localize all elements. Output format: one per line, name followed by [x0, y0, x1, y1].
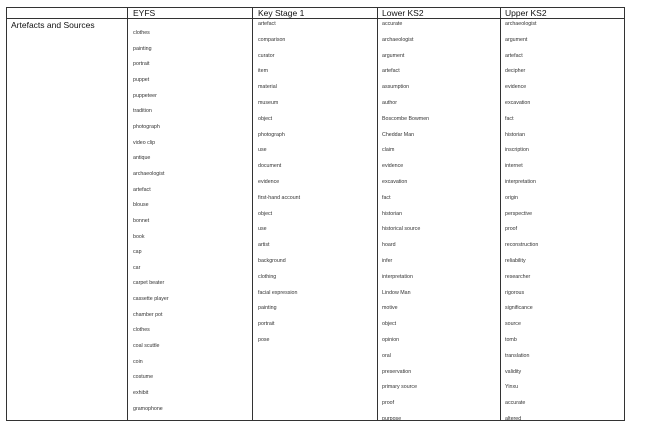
vocabulary-word: chamber pot — [133, 311, 163, 318]
vocabulary-word: curator — [258, 52, 275, 59]
vocabulary-word: reconstruction — [505, 242, 539, 249]
vocabulary-word: oral — [382, 352, 391, 359]
vocabulary-word: video clip — [133, 139, 156, 146]
vocabulary-word: artefact — [382, 68, 400, 75]
vocabulary-word: inscription — [505, 147, 529, 154]
column-divider — [252, 8, 253, 420]
vocabulary-word: use — [258, 147, 267, 154]
vocabulary-word: origin — [505, 194, 518, 201]
vocabulary-word: photograph — [133, 123, 160, 130]
vocabulary-word: puppeteer — [133, 92, 157, 99]
vocabulary-word: material — [258, 84, 277, 91]
vocabulary-word: portrait — [133, 61, 150, 68]
vocabulary-word: internet — [505, 163, 523, 170]
vocabulary-word: first-hand account — [258, 194, 301, 201]
vocabulary-word: cassette player — [133, 296, 169, 303]
vocabulary-word: opinion — [382, 337, 400, 343]
vocabulary-word: excavation — [505, 100, 531, 106]
vocabulary-word: gramophone — [133, 405, 163, 412]
row-label: Artefacts and Sources — [11, 20, 95, 30]
vocabulary-word: coin — [133, 358, 143, 365]
vocabulary-word: decipher — [505, 68, 526, 75]
vocabulary-word: cap — [133, 249, 142, 256]
vocabulary-word: clothes — [133, 30, 150, 36]
vocabulary-word: claim — [382, 147, 395, 154]
vocabulary-word: portrait — [258, 321, 275, 328]
vocabulary-word: historian — [505, 131, 526, 138]
vocabulary-word: tradition — [133, 108, 152, 115]
vocabulary-word: artefact — [258, 21, 276, 27]
vocabulary-word: artist — [258, 242, 270, 249]
vocabulary-word: use — [258, 226, 267, 233]
vocabulary-word: Boscombe Bowmen — [382, 115, 430, 122]
vocabulary-word: pose — [258, 337, 270, 343]
vocabulary-word: object — [258, 115, 273, 122]
header-upper-ks2: Upper KS2 — [505, 8, 547, 18]
vocabulary-word: significance — [505, 305, 533, 312]
column-divider — [377, 8, 378, 420]
vocabulary-word: tomb — [505, 337, 517, 343]
vocabulary-word: puppet — [133, 77, 150, 83]
vocabulary-word: archaeologist — [133, 170, 165, 177]
vocabulary-word: Cheddar Man — [382, 131, 415, 138]
vocabulary-word: rigorous — [505, 289, 525, 296]
vocabulary-word: argument — [382, 52, 405, 59]
vocabulary-word: artefact — [133, 186, 151, 193]
vocabulary-word: item — [258, 68, 269, 75]
vocabulary-word: car — [133, 264, 141, 271]
vocabulary-word: researcher — [505, 273, 531, 280]
vocabulary-word: source — [505, 321, 521, 328]
vocabulary-word: reliability — [505, 258, 526, 264]
vocabulary-word: object — [382, 321, 397, 328]
vocabulary-word: museum — [258, 100, 279, 106]
vocabulary-word: fact — [382, 194, 391, 201]
vocabulary-word: document — [258, 163, 282, 170]
vocabulary-word: archaeologist — [505, 21, 537, 27]
vocabulary-word: author — [382, 100, 398, 106]
vocabulary-word: proof — [382, 400, 395, 407]
vocabulary-word: perspective — [505, 210, 533, 217]
vocabulary-word: evidence — [382, 163, 404, 170]
header-eyfs: EYFS — [133, 8, 156, 18]
vocabulary-word: book — [133, 233, 145, 240]
vocabulary-table — [6, 7, 625, 421]
column-divider — [127, 8, 128, 420]
header-key-stage-1: Key Stage 1 — [258, 8, 305, 18]
vocabulary-word: carpet beater — [133, 280, 165, 287]
vocabulary-word: evidence — [505, 84, 527, 91]
vocabulary-word: facial expression — [258, 289, 298, 296]
vocabulary-word: argument — [505, 36, 528, 43]
vocabulary-word: bonnet — [133, 217, 150, 224]
vocabulary-word: fact — [505, 115, 514, 122]
vocabulary-word: proof — [505, 226, 518, 233]
vocabulary-word: purpose — [382, 416, 402, 422]
vocabulary-word: costume — [133, 374, 154, 381]
vocabulary-word: painting — [133, 45, 152, 52]
vocabulary-word: primary source — [382, 384, 418, 391]
vocabulary-word: assumption — [382, 84, 410, 91]
vocabulary-word: Yinxu — [505, 384, 519, 391]
vocabulary-word: coal scuttle — [133, 343, 160, 349]
vocabulary-word: painting — [258, 305, 277, 312]
vocabulary-word: clothing — [258, 273, 277, 280]
vocabulary-word: artefact — [505, 52, 523, 59]
vocabulary-word: excavation — [382, 179, 408, 185]
vocabulary-word: accurate — [505, 400, 526, 407]
vocabulary-word: validity — [505, 368, 522, 375]
vocabulary-word: background — [258, 258, 286, 264]
vocabulary-word: exhibit — [133, 389, 149, 396]
vocabulary-word: accurate — [382, 21, 403, 27]
vocabulary-word: clothes — [133, 327, 150, 334]
vocabulary-word: preservation — [382, 368, 412, 375]
column-divider — [500, 8, 501, 420]
vocabulary-word: historian — [382, 210, 403, 217]
vocabulary-word: altered — [505, 416, 522, 422]
vocabulary-word: Lindow Man — [382, 289, 411, 296]
vocabulary-word: motive — [382, 305, 398, 312]
vocabulary-word: historical source — [382, 226, 421, 233]
vocabulary-word: interpretation — [505, 179, 536, 185]
vocabulary-word: photograph — [258, 131, 285, 138]
vocabulary-word: archaeologist — [382, 36, 414, 43]
vocabulary-word: blouse — [133, 202, 149, 209]
vocabulary-word: infer — [382, 258, 393, 264]
vocabulary-word: antique — [133, 155, 151, 162]
header-divider — [7, 18, 624, 19]
vocabulary-word: translation — [505, 352, 530, 359]
vocabulary-word: hoard — [382, 242, 396, 249]
vocabulary-word: comparison — [258, 36, 286, 43]
header-lower-ks2: Lower KS2 — [382, 8, 424, 18]
vocabulary-word: interpretation — [382, 273, 413, 280]
vocabulary-word: object — [258, 210, 273, 217]
vocabulary-word: evidence — [258, 179, 280, 185]
